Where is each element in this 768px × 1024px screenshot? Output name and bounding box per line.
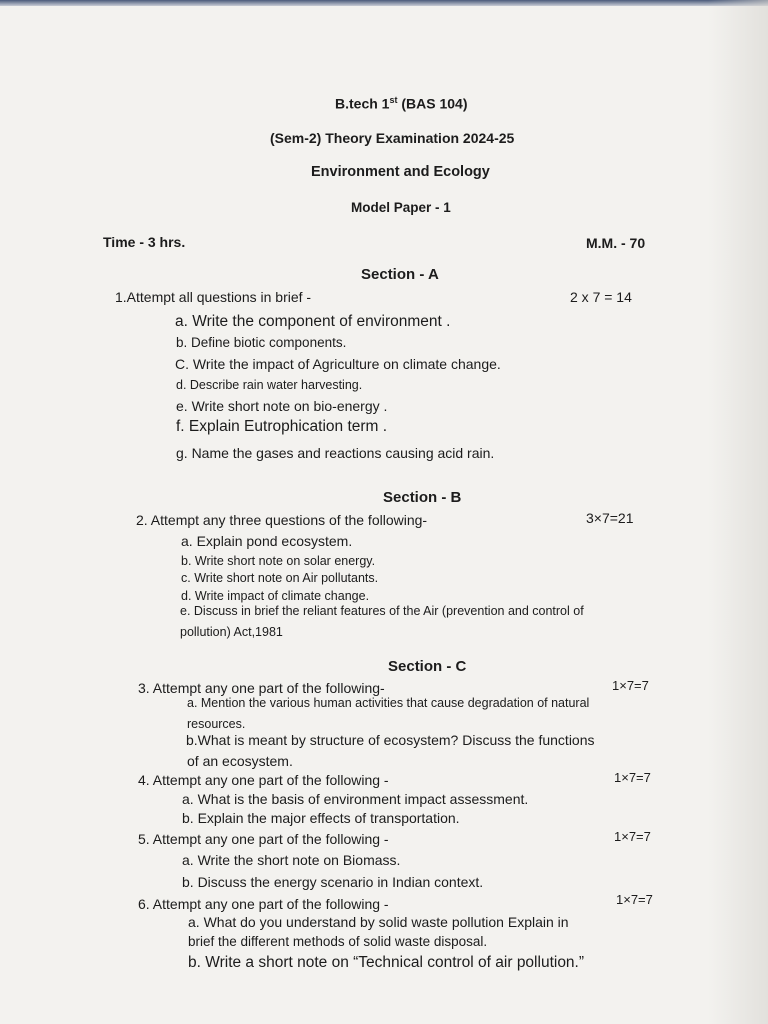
course-title: B.tech 1st (BAS 104) [335,95,468,112]
section-a-item-c: C. Write the impact of Agriculture on climate change. [175,356,501,372]
q3-item-a: a. Mention the various human activities that cause degradation of natural [187,696,590,710]
q4-item-b: b. Explain the major effects of transportation. [182,810,460,826]
q6-item-a-cont: brief the different methods of solid waste disposal. [188,934,488,949]
q3-item-a-cont: resources. [187,717,246,731]
q4-marks: 1×7=7 [614,770,651,785]
section-b-title: Section - B [383,489,462,506]
section-a-item-a: a. Write the component of environment . [175,313,451,330]
q5-item-a: a. Write the short note on Biomass. [182,852,401,868]
subject-title: Environment and Ecology [311,164,490,180]
q6-item-a: a. What do you understand by solid waste pollution Explain in [188,914,569,930]
time-label: Time - 3 hrs. [103,234,186,250]
section-b-marks: 3×7=21 [586,510,634,526]
section-a-item-b: b. Define biotic components. [176,335,347,350]
q6-item-b: b. Write a short note on “Technical control of air pollution.” [188,954,585,971]
section-b-item-e: e. Discuss in brief the reliant features of the Air (prevention and control of [180,604,584,618]
section-b-item-d: d. Write impact of climate change. [181,589,370,603]
section-b-item-a: a. Explain pond ecosystem. [181,533,353,549]
q4-item-a: a. What is the basis of environment impact assessment. [182,791,529,807]
section-a-item-f: f. Explain Eutrophication term . [176,418,388,435]
q5-marks: 1×7=7 [614,829,651,844]
q5-question: 5. Attempt any one part of the following - [138,831,389,847]
section-b-item-e-cont: pollution) Act,1981 [180,625,283,639]
q4-question: 4. Attempt any one part of the following - [138,772,389,788]
section-b-item-c: c. Write short note on Air pollutants. [181,571,379,585]
exam-title: (Sem-2) Theory Examination 2024-25 [270,130,515,146]
section-c-title: Section - C [388,658,467,675]
q3-marks: 1×7=7 [612,678,649,693]
section-b-item-b: b. Write short note on solar energy. [181,554,376,568]
section-a-marks: 2 x 7 = 14 [570,289,632,305]
page-shadow [708,0,768,1024]
top-edge [0,0,768,6]
section-a-item-g: g. Name the gases and reactions causing acid rain. [176,445,495,461]
paper-title: Model Paper - 1 [351,200,451,215]
max-marks-label: M.M. - 70 [586,235,646,251]
q6-question: 6. Attempt any one part of the following - [138,896,389,912]
q3-item-b: b.What is meant by structure of ecosystem? Discuss the functions [186,732,595,748]
section-a-question: 1.Attempt all questions in brief - [115,289,312,305]
section-a-item-d: d. Describe rain water harvesting. [176,378,363,392]
q3-item-b-cont: of an ecosystem. [187,753,293,769]
q5-item-b: b. Discuss the energy scenario in Indian context. [182,874,484,890]
q6-marks: 1×7=7 [616,892,653,907]
section-b-question: 2. Attempt any three questions of the following- [136,512,428,528]
section-a-item-e: e. Write short note on bio-energy . [176,398,388,414]
section-a-title: Section - A [361,266,439,283]
q3-question: 3. Attempt any one part of the following- [138,680,385,696]
